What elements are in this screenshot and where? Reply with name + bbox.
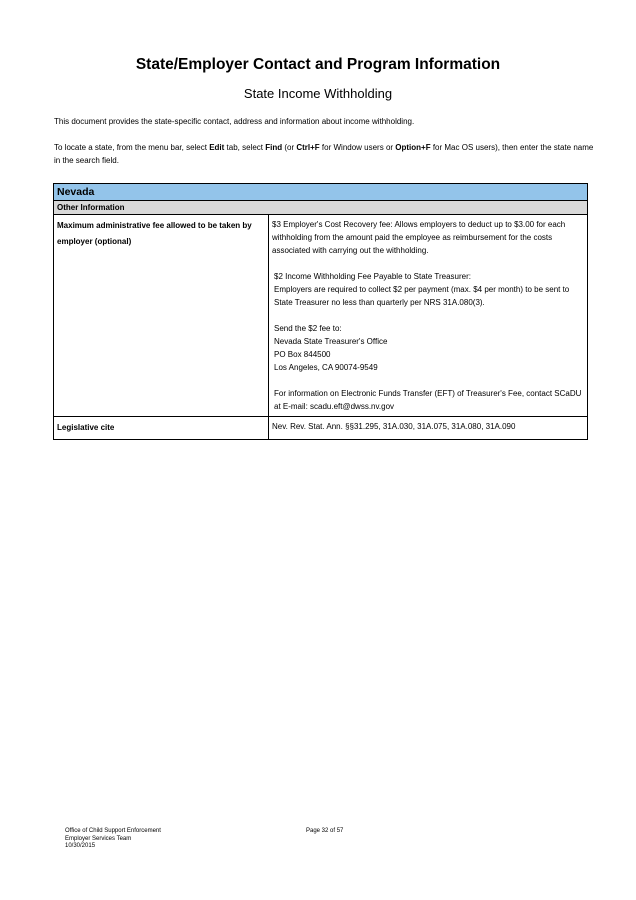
- send-heading: Send the $2 fee to:: [274, 324, 342, 333]
- howto-text-4: for Window users or: [319, 143, 396, 152]
- howto-find: Find: [265, 143, 283, 152]
- footer-office: Office of Child Support Enforcement: [65, 828, 161, 834]
- section-header: Other Information: [54, 201, 588, 215]
- howto-edit: Edit: [209, 143, 225, 152]
- howto-ctrlf: Ctrl+F: [296, 143, 320, 152]
- send-block: [272, 322, 584, 374]
- footer-page-number: Page 32 of 57: [306, 828, 344, 834]
- fee2-heading: $2 Income Withholding Fee Payable to State Treasurer:: [274, 272, 471, 281]
- table-row: [54, 215, 588, 417]
- page-title: State/Employer Contact and Program Information: [135, 56, 501, 73]
- eft-info: For information on Electronic Funds Transfer (EFT) of Treasurer's Fee, contact SCaDU at E-mail: scadu.eft@dwss.nv.gov: [274, 389, 582, 411]
- howto-text-3: (or: [282, 143, 297, 152]
- fee2-block: [272, 270, 584, 309]
- row-label-legislative-cite: Legislative cite: [54, 417, 269, 440]
- intro-text: This document provides the state-specific contact, address and information about income withholding.: [54, 117, 415, 126]
- howto-text-5: for Mac OS users), then enter the state name in the search field.: [54, 143, 594, 165]
- row-value-admin-fee: [269, 215, 588, 417]
- page-subtitle: State Income Withholding: [243, 86, 393, 101]
- howto-text-2: tab, select: [224, 143, 266, 152]
- footer-team: Employer Services Team: [65, 835, 132, 842]
- howto-text-1: To locate a state, from the menu bar, select: [54, 143, 210, 152]
- footer-date: 10/30/2015: [65, 843, 96, 849]
- table-row: [54, 417, 588, 440]
- address-line-2: PO Box 844500: [274, 350, 331, 359]
- row-label-admin-fee: Maximum administrative fee allowed to be taken by employer (optional): [54, 215, 269, 417]
- state-info-table: [53, 183, 588, 440]
- fee3-text: $3 Employer's Cost Recovery fee: Allows employers to deduct up to $3.00 for each withholding from the amount paid the employee as reimbursement for the costs associated with carrying out the withholding.: [272, 220, 566, 255]
- howto-optionf: Option+F: [395, 143, 431, 152]
- footer-office-block: [65, 828, 161, 851]
- address-line-1: Nevada State Treasurer's Office: [274, 337, 388, 346]
- search-instructions: [54, 142, 594, 167]
- fee2-text: Employers are required to collect $2 per payment (max. $4 per month) to be sent to State Treasurer no less than quarterly per NRS 31A.080(3).: [274, 285, 570, 307]
- state-name-header: Nevada: [54, 184, 588, 201]
- row-value-legislative-cite: Nev. Rev. Stat. Ann. §§31.295, 31A.030, 31A.075, 31A.080, 31A.090: [269, 417, 588, 440]
- address-line-3: Los Angeles, CA 90074-9549: [274, 363, 378, 372]
